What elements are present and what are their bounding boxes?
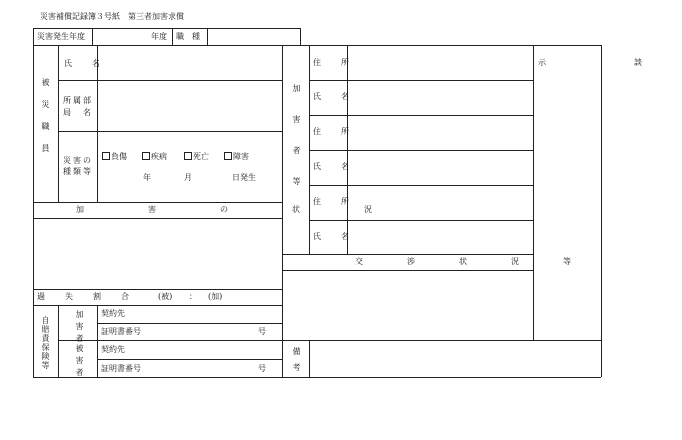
date-month-label: 月 [184,173,192,182]
fault-colon: ： [189,292,197,301]
checkbox-icon [184,152,192,160]
fault-ratio-label: 過 失 割 合 [37,292,135,301]
check-death[interactable]: 死亡 [184,152,209,161]
remarks-label: 備考 [292,347,301,379]
insurance-victim-label: 被害者 [75,344,84,380]
victim-contract-label: 契約先 [101,345,125,354]
perpetrator-section-label: 加害者等 [292,84,301,208]
victim-type-label-2: 種類等 [63,167,93,176]
date-day-label: 日発生 [232,173,256,182]
perpetrator-name-label-3: 氏 名 [313,232,355,241]
checkbox-icon [224,152,232,160]
perpetrator-name-label-1: 氏 名 [313,92,355,101]
date-year-label: 年 [143,173,151,182]
check-illness[interactable]: 疾病 [142,152,167,161]
check-disability[interactable]: 障害 [224,152,249,161]
perpetrator-address-label-2: 住 所 [313,127,355,136]
disaster-year-label: 災害発生年度 [37,32,85,41]
victim-section-label: 被災職員 [41,78,50,166]
situation-header: 加 害 の 状 況 [76,205,400,214]
victim-dept-label-2: 局 名 [63,108,93,117]
checkbox-icon [102,152,110,160]
victim-name-label: 氏 名 [64,59,106,68]
perpetrator-address-label-1: 住 所 [313,58,355,67]
victim-cert-suffix: 号 [258,364,266,373]
check-injury[interactable]: 負傷 [102,152,127,161]
position-label: 職 種 [176,32,200,41]
perpetrator-cert-label: 証明書番号 [101,327,141,336]
perpetrator-cert-suffix: 号 [258,327,266,336]
settlement-header: 示 談 [538,58,682,67]
negotiation-header: 交 渉 状 況 等 [355,257,589,266]
perpetrator-contract-label: 契約先 [101,309,125,318]
insurance-section-label: 自賠責保険等 [41,316,50,370]
form-title: 災害補償記録簿３号紙 第三者加害求償 [40,12,184,21]
fault-perpetrator-part: (加) [208,292,223,301]
perpetrator-name-label-2: 氏 名 [313,162,355,171]
victim-type-label-1: 災害の [63,156,93,165]
victim-dept-label-1: 所属部 [63,96,93,105]
disaster-year-suffix: 年度 [151,32,167,41]
insurance-perpetrator-label: 加害者 [75,310,84,346]
perpetrator-address-label-3: 住 所 [313,197,355,206]
fault-victim-part: (被) [158,292,173,301]
victim-cert-label: 証明書番号 [101,364,141,373]
checkbox-icon [142,152,150,160]
